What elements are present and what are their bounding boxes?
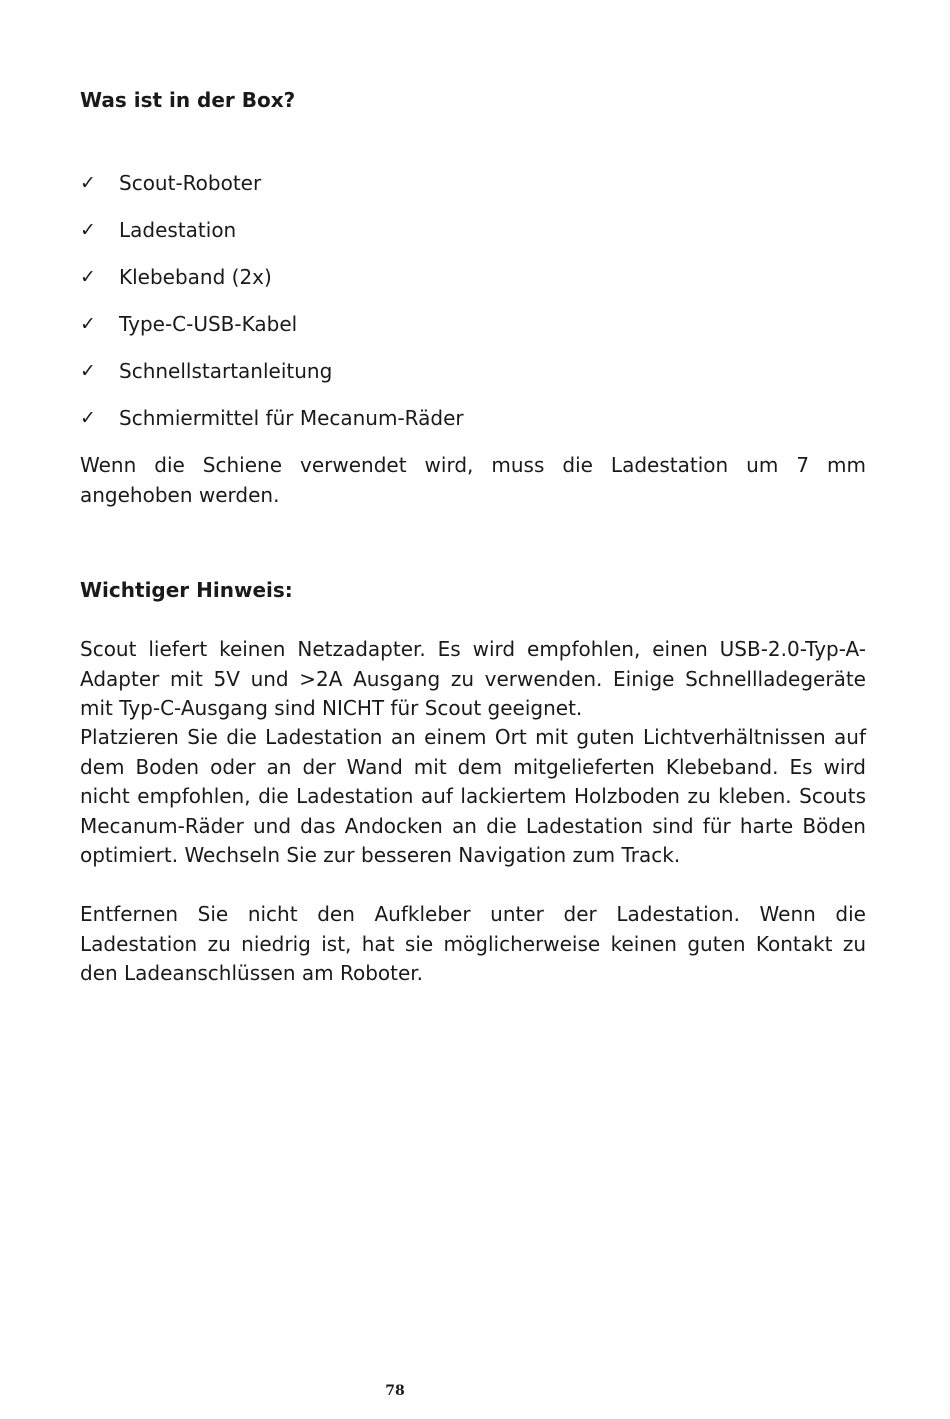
list-item-label: Schmiermittel für Mecanum-Räder <box>119 406 464 430</box>
notice-paragraph-sticker: Entfernen Sie nicht den Aufkleber unter der Ladestation. Wenn die Ladestation zu niedrig ist, hat sie möglicherweise keinen guten Kontakt zu den Ladeanschlüssen am Roboter. <box>80 902 866 985</box>
list-item <box>80 263 464 310</box>
check-icon: ✓ <box>80 360 96 382</box>
list-item-label: Type-C-USB-Kabel <box>119 312 298 336</box>
page-number: 78 <box>385 1383 405 1399</box>
manual-page <box>80 0 866 1419</box>
check-icon: ✓ <box>80 407 96 429</box>
list-item <box>80 404 464 451</box>
check-icon: ✓ <box>80 266 96 288</box>
list-item-label: Schnellstartanleitung <box>119 359 333 383</box>
box-contents-heading: Was ist in der Box? <box>80 88 296 112</box>
list-item-label: Scout-Roboter <box>119 171 262 195</box>
check-icon: ✓ <box>80 219 96 241</box>
notice-paragraph-placement: Platzieren Sie die Ladestation an einem Ort mit guten Lichtverhältnissen auf dem Boden oder an der Wand mit dem mitgelieferten Klebeband. Es wird nicht empfohlen, die Ladestation auf lackiertem Holzboden zu kleben. Scouts Mecanum-Räder und das Andocken an die Ladestation sind für harte Böden optimiert. Wechseln Sie zur besseren Navigation zum Track. <box>80 725 866 867</box>
notice-paragraph-adapter: Scout liefert keinen Netzadapter. Es wird empfohlen, einen USB-2.0-Typ-A-Adapter mit 5V und >2A Ausgang zu verwenden. Einige Schnellladegeräte mit Typ-C-Ausgang sind NICHT für Scout geeignet. <box>80 637 866 720</box>
check-icon: ✓ <box>80 313 96 335</box>
list-item <box>80 216 464 263</box>
box-contents-list <box>80 169 464 451</box>
list-item <box>80 357 464 404</box>
list-item-label: Ladestation <box>119 218 237 242</box>
important-notice-heading: Wichtiger Hinweis: <box>80 578 293 602</box>
check-icon: ✓ <box>80 172 96 194</box>
list-item <box>80 169 464 216</box>
list-item-label: Klebeband (2x) <box>119 265 272 289</box>
rail-note-paragraph: Wenn die Schiene verwendet wird, muss die Ladestation um 7 mm angehoben werden. <box>80 453 866 507</box>
list-item <box>80 310 464 357</box>
